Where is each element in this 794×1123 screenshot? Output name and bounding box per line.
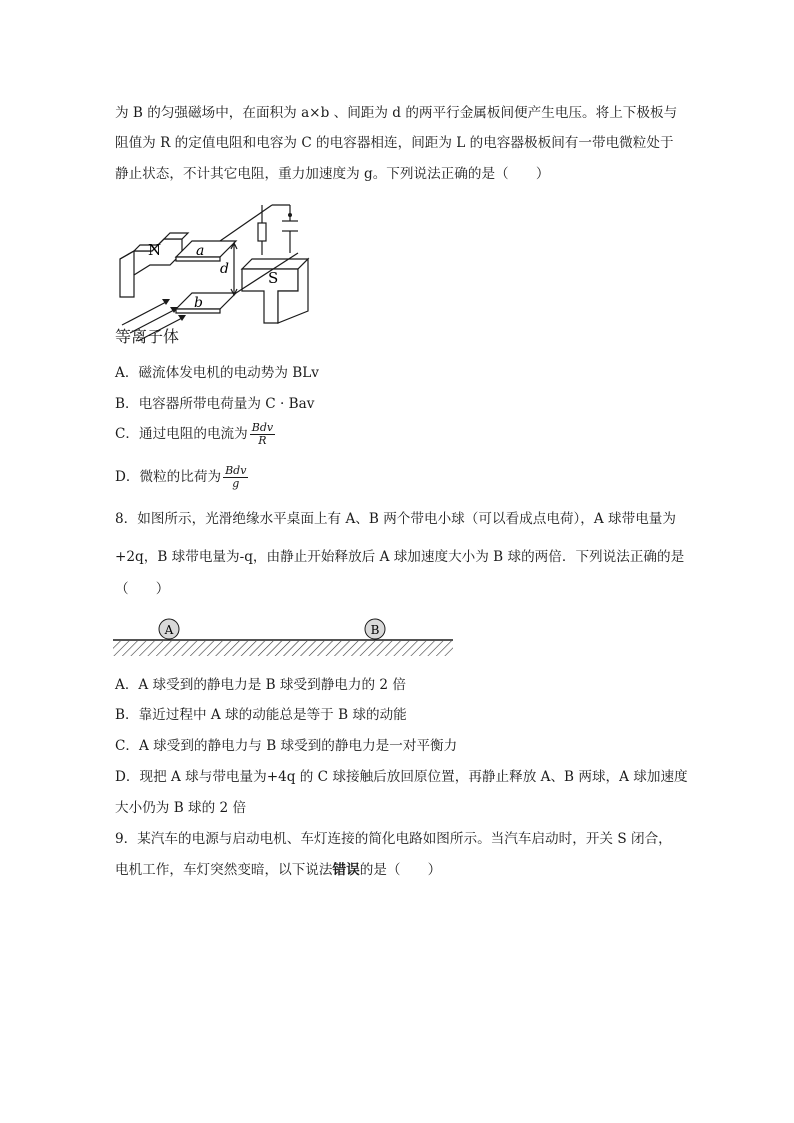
q7-option-c-prefix: C．通过电阻的电流为 xyxy=(115,426,248,442)
q8-text-line-3: （ ） xyxy=(115,581,170,597)
q7-text-line-1: 为 B 的匀强磁场中，在面积为 a×b 、间距为 d 的两平行金属板间便产生电压。将上下极板与 xyxy=(115,105,678,121)
magnet-n-label: N xyxy=(148,241,162,259)
q8-option-d-line-1: D．现把 A 球与带电量为+4q 的 C 球接触后放回原位置，再静止释放 A、B 两球，A 球加速度 xyxy=(115,769,688,785)
q8-option-a: A．A 球受到的静电力是 B 球受到静电力的 2 倍 xyxy=(115,677,406,693)
q7-option-b: B．电容器所带电荷量为 C · Bav xyxy=(115,396,315,412)
q7-option-d-fraction xyxy=(223,465,248,490)
q8-option-d-line-2: 大小仍为 B 球的 2 倍 xyxy=(115,800,247,816)
q7-text-line-2: 阻值为 R 的定值电阻和电容为 C 的电容器相连，间距为 L 的电容器极板间有一带电微粒处于 xyxy=(115,135,674,151)
plasma-caption: 等离子体 xyxy=(115,327,180,346)
q9-text-line-2-post: 的是（ ） xyxy=(359,862,442,878)
q8-text-line-2: +2q，B 球带电量为-q，由静止开始释放后 A 球加速度大小为 B 球的两倍．下列说法正确的是 xyxy=(115,549,685,565)
q7-option-d xyxy=(115,465,685,490)
q7-option-c-fraction xyxy=(250,422,275,447)
q8-option-c: C．A 球受到的静电力与 B 球受到的静电力是一对平衡力 xyxy=(115,738,458,754)
plate-a-label: a xyxy=(196,243,205,259)
ball-b-label: B xyxy=(370,623,380,637)
distance-d-label: d xyxy=(220,261,229,277)
q8-option-b: B．靠近过程中 A 球的动能总是等于 B 球的动能 xyxy=(115,707,407,723)
q7-option-a: A．磁流体发电机的电动势为 BLv xyxy=(115,365,319,381)
q9-text-line-2-pre: 电机工作，车灯突然变暗，以下说法 xyxy=(115,862,333,878)
q9-emphasis-wrong: 错误 xyxy=(332,862,360,878)
plate-b-label: b xyxy=(194,295,203,311)
q7-option-d-prefix: D．微粒的比荷为 xyxy=(115,469,222,485)
q8-text-line-1: 8．如图所示，光滑绝缘水平桌面上有 A、B 两个带电小球（可以看成点电荷），A 球带电量为 xyxy=(115,511,676,527)
charged-balls-figure xyxy=(113,614,455,660)
q7-option-d-denominator: g xyxy=(232,477,240,490)
q9-text-line-1: 9．某汽车的电源与启动电机、车灯连接的简化电路如图所示。当汽车启动时，开关 S 闭合， xyxy=(115,831,672,847)
q7-option-c-denominator: R xyxy=(258,434,267,447)
q7-option-d-numerator: Bdv xyxy=(225,464,247,477)
ball-a-label: A xyxy=(164,623,174,637)
magnet-s-label: S xyxy=(268,269,279,287)
q9-text-line-2 xyxy=(115,861,685,879)
q7-option-c-numerator: Bdv xyxy=(251,421,274,434)
q7-option-c xyxy=(115,422,685,447)
q7-text-line-3: 静止状态，不计其它电阻，重力加速度为 g。下列说法正确的是（ ） xyxy=(115,166,550,182)
